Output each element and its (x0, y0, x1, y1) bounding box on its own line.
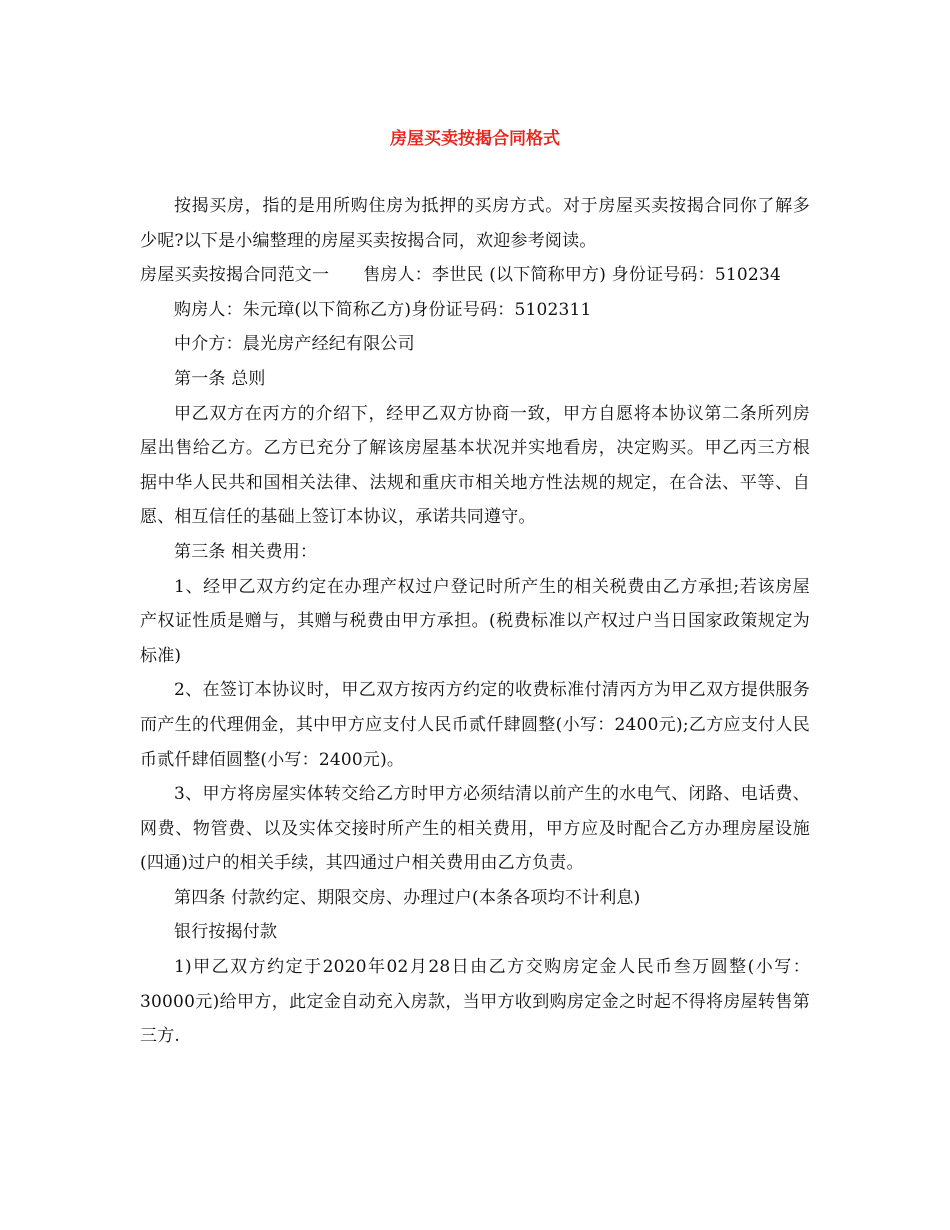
article-3-heading: 第三条 相关费用： (174, 541, 318, 562)
article-1-body: 甲乙双方在丙方的介绍下，经甲乙双方协商一致，甲方自愿将本协议第二条所列房屋出售给乙方。乙方已充分了解该房屋基本状况并实地看房，决定购买。甲乙丙三方根据中华人民共和国相关法律、法规和重庆市相关地方性法规的规定，在合法、平等、自愿、相互信任的基础上签订本协议，承诺共同遵守。 (140, 403, 810, 528)
sample-heading-line (140, 258, 810, 293)
buyer-info: 购房人：朱元璋(以下简称乙方)身份证号码：5102311 (174, 299, 592, 320)
article-3-item-1: 1、经甲乙双方约定在办理产权过户登记时所产生的相关税费由乙方承担;若该房屋产权证性质是赠与，其赠与税费由甲方承担。(税费标准以产权过户当日国家政策规定为标准) (140, 576, 810, 666)
article-1-heading: 第一条 总则 (174, 368, 266, 389)
agency-info: 中介方：晨光房产经纪有限公司 (174, 334, 415, 355)
document-body (140, 189, 810, 1054)
intro-paragraph: 按揭买房，指的是用所购住房为抵押的买房方式。对于房屋买卖按揭合同你了解多少呢?以下是小编整理的房屋买卖按揭合同，欢迎参考阅读。 (140, 196, 810, 251)
article-4-heading: 第四条 付款约定、期限交房、办理过户(本条各项均不计利息) (174, 887, 641, 908)
article-4-item-1: 1)甲乙双方约定于2020年02月28日由乙方交购房定金人民币叁万圆整(小写：30000元)给甲方，此定金自动充入房款，当甲方收到购房定金之时起不得将房屋转售第三方. (140, 957, 810, 1047)
article-3-item-3: 3、甲方将房屋实体转交给乙方时甲方必须结清以前产生的水电气、闭路、电话费、网费、物管费、以及实体交接时所产生的相关费用，甲方应及时配合乙方办理房屋设施(四通)过户的相关手续，其四通过户相关费用由乙方负责。 (140, 784, 810, 874)
bank-mortgage-heading: 银行按揭付款 (174, 922, 278, 943)
seller-info: 售房人：李世民 (以下简称甲方) 身份证号码：510234 (363, 265, 781, 286)
sample-heading: 房屋买卖按揭合同范文一 (140, 265, 330, 286)
article-3-item-2: 2、在签订本协议时，甲乙双方按丙方约定的收费标准付清丙方为甲乙双方提供服务而产生的代理佣金，其中甲方应支付人民币贰仟肆圆整(小写：2400元);乙方应支付人民币贰仟肆佰圆整(小写：2400元)。 (140, 680, 810, 770)
document-title: 房屋买卖按揭合同格式 (390, 129, 560, 149)
